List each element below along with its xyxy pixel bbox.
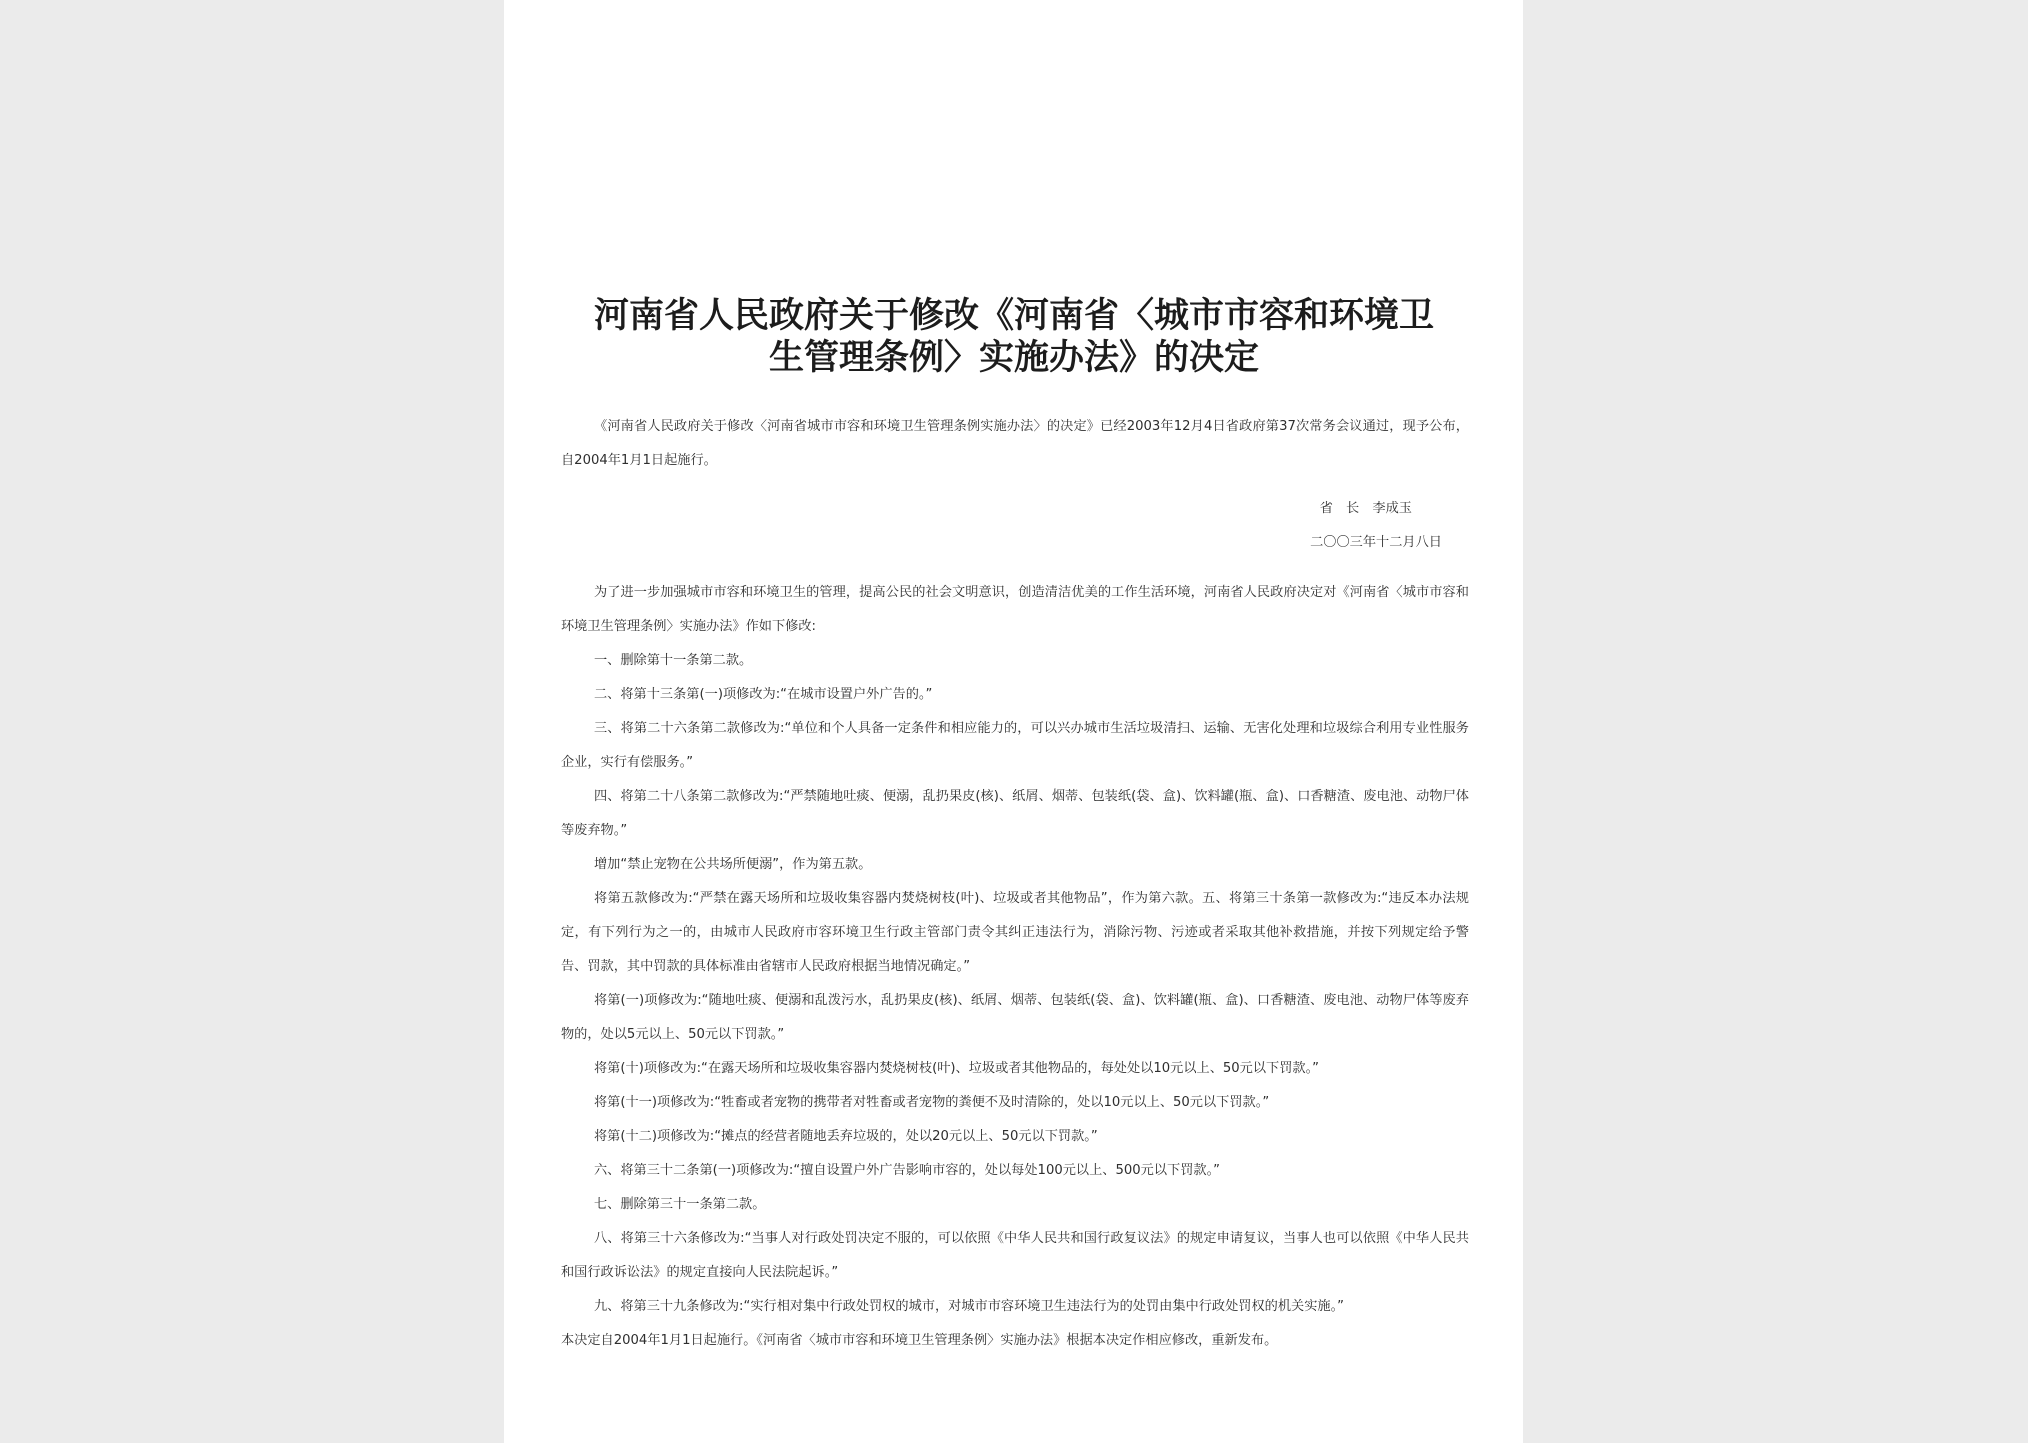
body-paragraph: 六、将第三十二条第(一)项修改为:“擅自设置户外广告影响市容的，处以每处100元以上、500元以下罚款。” <box>594 1163 1221 1178</box>
title-line-1: 河南省人民政府关于修改《河南省〈城市市容和环境卫 <box>593 295 1434 336</box>
body-paragraph: 将第(一)项修改为:“随地吐痰、便溺和乱泼污水，乱扔果皮(核)、纸屑、烟蒂、包装纸(袋、盒)、饮料罐(瓶、盒)、口香糖渣、废电池、动物尸体等废弃物的，处以5元以上、50元以下罚款。” <box>561 993 1469 1042</box>
intro-paragraph: 《河南省人民政府关于修改〈河南省城市市容和环境卫生管理条例实施办法〉的决定》已经2003年12月4日省政府第37次常务会议通过，现予公布，自2004年1月1日起施行。 <box>561 419 1469 468</box>
body-paragraph: 将第五款修改为:“严禁在露天场所和垃圾收集容器内焚烧树枝(叶)、垃圾或者其他物品”，作为第六款。五、将第三十条第一款修改为:“违反本办法规定，有下列行为之一的，由城市人民政府市容环境卫生行政主管部门责令其纠正违法行为，消除污物、污迹或者采取其他补救措施，并按下列规定给予警告、罚款，其中罚款的具体标准由省辖市人民政府根据当地情况确定。” <box>561 891 1469 974</box>
body-paragraph: 三、将第二十六条第二款修改为:“单位和个人具备一定条件和相应能力的，可以兴办城市生活垃圾清扫、运输、无害化处理和垃圾综合利用专业性服务企业，实行有偿服务。” <box>561 721 1469 770</box>
body-paragraph: 九、将第三十九条修改为:“实行相对集中行政处罚权的城市，对城市市容环境卫生违法行为的处罚由集中行政处罚权的机关实施。” <box>594 1299 1345 1314</box>
signature-block <box>561 492 1469 560</box>
date-line: 二〇〇三年十二月八日 <box>1310 535 1442 550</box>
body-paragraph: 七、删除第三十一条第二款。 <box>594 1197 766 1212</box>
body-paragraph: 为了进一步加强城市市容和环境卫生的管理，提高公民的社会文明意识，创造清洁优美的工作生活环境，河南省人民政府决定对《河南省〈城市市容和环境卫生管理条例〉实施办法》作如下修改: <box>561 585 1469 634</box>
body-paragraph: 二、将第十三条第(一)项修改为:“在城市设置户外广告的。” <box>594 687 933 702</box>
title-line-2: 生管理条例〉实施办法》的决定 <box>768 337 1259 378</box>
body-paragraph: 一、删除第十一条第二款。 <box>594 653 753 668</box>
document-title <box>564 295 1464 379</box>
body-paragraph: 将第(十一)项修改为:“牲畜或者宠物的携带者对牲畜或者宠物的粪便不及时清除的，处以10元以上、50元以下罚款。” <box>594 1095 1270 1110</box>
body-paragraph: 将第(十二)项修改为:“摊点的经营者随地丢弃垃圾的，处以20元以上、50元以下罚款。” <box>594 1129 1098 1144</box>
body-paragraph: 八、将第三十六条修改为:“当事人对行政处罚决定不服的，可以依照《中华人民共和国行政复议法》的规定申请复议，当事人也可以依照《中华人民共和国行政诉讼法》的规定直接向人民法院起诉。” <box>561 1231 1469 1280</box>
body-paragraph: 四、将第二十八条第二款修改为:“严禁随地吐痰、便溺，乱扔果皮(核)、纸屑、烟蒂、包装纸(袋、盒)、饮料罐(瓶、盒)、口香糖渣、废电池、动物尸体等废弃物。” <box>561 789 1469 838</box>
body-paragraph: 增加“禁止宠物在公共场所便溺”，作为第五款。 <box>594 857 872 872</box>
body-paragraph: 将第(十)项修改为:“在露天场所和垃圾收集容器内焚烧树枝(叶)、垃圾或者其他物品的，每处处以10元以上、50元以下罚款。” <box>594 1061 1320 1076</box>
document-body <box>561 410 1469 1358</box>
document-page <box>504 0 1523 1443</box>
closing-paragraph: 本决定自2004年1月1日起施行。《河南省〈城市市容和环境卫生管理条例〉实施办法》根据本决定作相应修改，重新发布。 <box>561 1333 1278 1348</box>
signer-line: 省 长 李成玉 <box>1319 501 1412 516</box>
